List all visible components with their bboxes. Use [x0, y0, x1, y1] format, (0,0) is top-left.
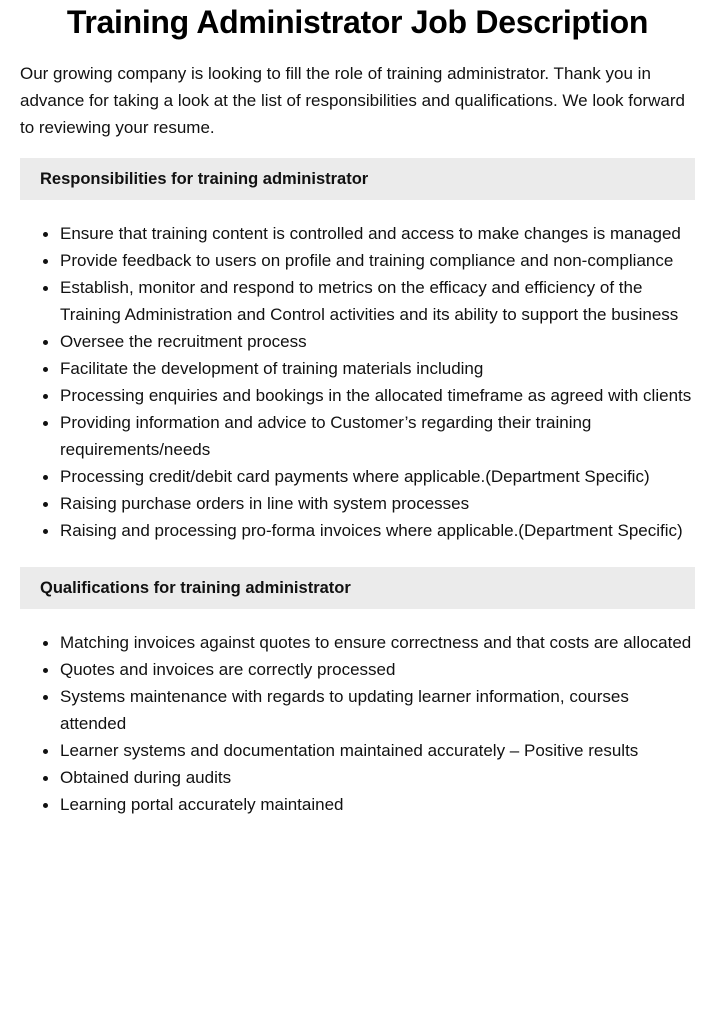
list-item: Ensure that training content is controlled and access to make changes is managed [60, 220, 695, 247]
list-item: Oversee the recruitment process [60, 328, 695, 355]
responsibilities-list [20, 220, 695, 544]
list-item: Processing credit/debit card payments where applicable.(Department Specific) [60, 463, 695, 490]
responsibilities-heading: Responsibilities for training administrator [20, 158, 695, 200]
list-item: Processing enquiries and bookings in the allocated timeframe as agreed with clients [60, 382, 695, 409]
list-item: Provide feedback to users on profile and training compliance and non-compliance [60, 247, 695, 274]
list-item: Facilitate the development of training materials including [60, 355, 695, 382]
list-item: Learning portal accurately maintained [60, 791, 695, 818]
list-item: Providing information and advice to Customer’s regarding their training requirements/needs [60, 409, 695, 463]
list-item: Raising purchase orders in line with system processes [60, 490, 695, 517]
list-item: Obtained during audits [60, 764, 695, 791]
list-item: Matching invoices against quotes to ensure correctness and that costs are allocated [60, 629, 695, 656]
intro-paragraph: Our growing company is looking to fill the role of training administrator. Thank you in advance for taking a look at the list of responsibilities and qualifications. We look forward to reviewing your resume. [20, 64, 685, 137]
page-title: Training Administrator Job Description [66, 4, 649, 40]
list-item: Systems maintenance with regards to updating learner information, courses attended [60, 683, 695, 737]
list-item: Establish, monitor and respond to metrics on the efficacy and efficiency of the Training Administration and Control activities and its ability to support the business [60, 274, 695, 328]
qualifications-list [20, 629, 695, 818]
list-item: Learner systems and documentation maintained accurately – Positive results [60, 737, 695, 764]
list-item: Raising and processing pro-forma invoices where applicable.(Department Specific) [60, 517, 695, 544]
qualifications-heading: Qualifications for training administrator [20, 567, 695, 609]
list-item: Quotes and invoices are correctly processed [60, 656, 695, 683]
